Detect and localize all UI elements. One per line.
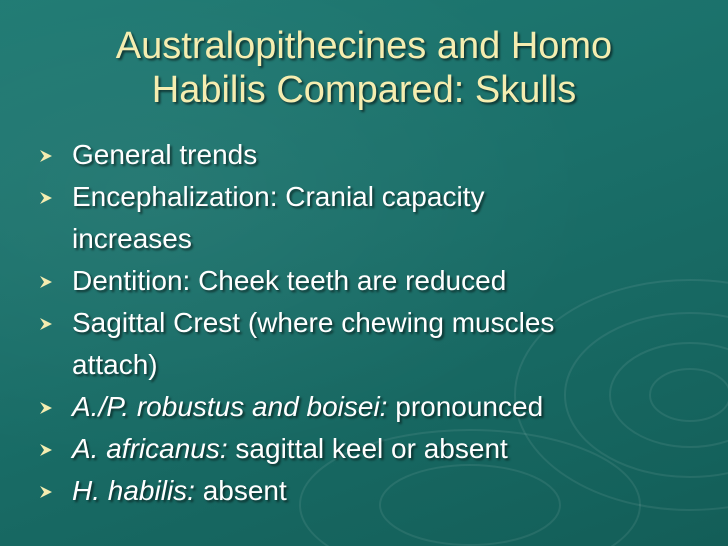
title-line-1: Australopithecines and Homo: [115, 25, 613, 67]
bullet-text: Dentition: Cheek teeth are reduced: [72, 265, 507, 296]
arrow-bullet-icon: [38, 442, 54, 458]
bullet-continuation: attach): [72, 349, 158, 380]
arrow-bullet-icon: [38, 190, 54, 206]
title-line-2: Habilis Compared: Skulls: [151, 69, 577, 111]
bullet-text: sagittal keel or absent: [227, 433, 508, 464]
bullet-text: Encephalization: Cranial capacity: [72, 181, 485, 212]
bullet-text: Sagittal Crest (where chewing muscles: [72, 307, 555, 338]
bullet-sagittal-crest: [18, 302, 678, 386]
bullet-continuation: increases: [72, 223, 192, 254]
bullet-encephalization: [18, 176, 678, 260]
arrow-bullet-icon: [38, 400, 54, 416]
arrow-bullet-icon: [38, 484, 54, 500]
bullet-text: pronounced: [387, 391, 544, 422]
arrow-bullet-icon: [38, 148, 54, 164]
species-name: A./P. robustus and boisei:: [72, 391, 388, 422]
species-name: A. africanus:: [72, 433, 228, 464]
species-name: H. habilis:: [72, 475, 195, 506]
bullet-general-trends: [18, 134, 678, 176]
bullet-dentition: [18, 260, 678, 302]
bullet-text: General trends: [72, 139, 258, 170]
bullet-list: [18, 134, 678, 512]
bullet-text: absent: [194, 475, 287, 506]
arrow-bullet-icon: [38, 316, 54, 332]
bullet-africanus: [18, 428, 678, 470]
arrow-bullet-icon: [38, 274, 54, 290]
bullet-habilis: [18, 470, 678, 512]
slide-title: [40, 24, 688, 112]
bullet-robustus-boisei: [18, 386, 678, 428]
